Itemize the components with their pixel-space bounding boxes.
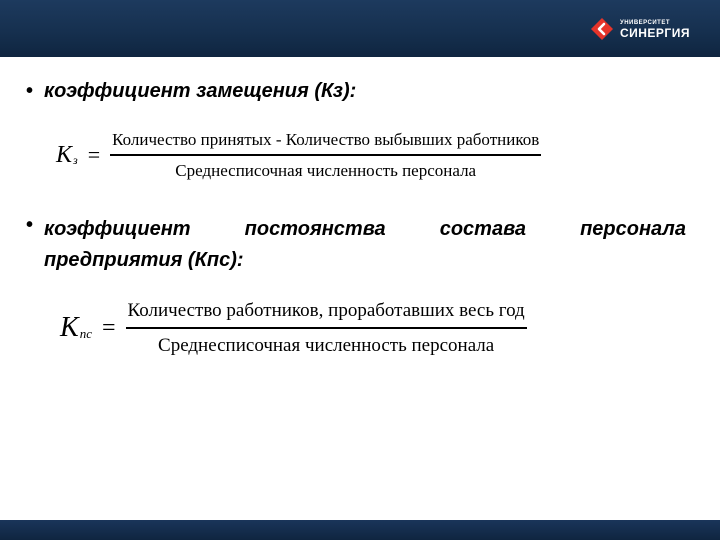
formula-subscript: пс (79, 326, 92, 342)
bullet-icon: • (26, 80, 34, 102)
bullet-icon: • (26, 214, 34, 236)
synergy-logo (590, 14, 690, 44)
formula-numerator: Количество принятых - Количество выбывших работников (112, 130, 540, 149)
bullet-item-stability (26, 214, 686, 276)
formula-lhs (56, 142, 78, 169)
footer-bar (0, 520, 720, 540)
bullet-label: коэффициент замещения (Кз): (44, 80, 357, 102)
formula-fraction (126, 300, 527, 357)
formula-symbol: K (56, 141, 73, 168)
logo-caption: УНИВЕРСИТЕТ (619, 19, 671, 26)
formula-subscript: з (73, 152, 78, 167)
formula-stability (60, 300, 527, 357)
bullet-label (26, 214, 686, 276)
formula-equals: = (101, 314, 116, 341)
synergy-logo-icon (590, 17, 614, 41)
formula-lhs (60, 312, 92, 344)
bullet-label-line2: предприятия (Кпс): (44, 249, 244, 271)
formula-fraction (110, 130, 541, 181)
logo-wordmark: СИНЕРГИЯ (619, 25, 690, 40)
formula-replacement (56, 130, 541, 181)
formula-equals: = (87, 142, 101, 168)
formula-denominator: Среднесписочная численность персонала (175, 160, 477, 180)
header-bar (0, 0, 720, 57)
bullet-label-line1: коэффициент постоянства состава персонала (44, 218, 686, 240)
formula-denominator: Среднесписочная численность персонала (158, 334, 495, 356)
formula-symbol: K (60, 312, 79, 344)
formula-numerator: Количество работников, проработавших весь год (127, 300, 525, 321)
bullet-item-replacement (26, 80, 686, 103)
